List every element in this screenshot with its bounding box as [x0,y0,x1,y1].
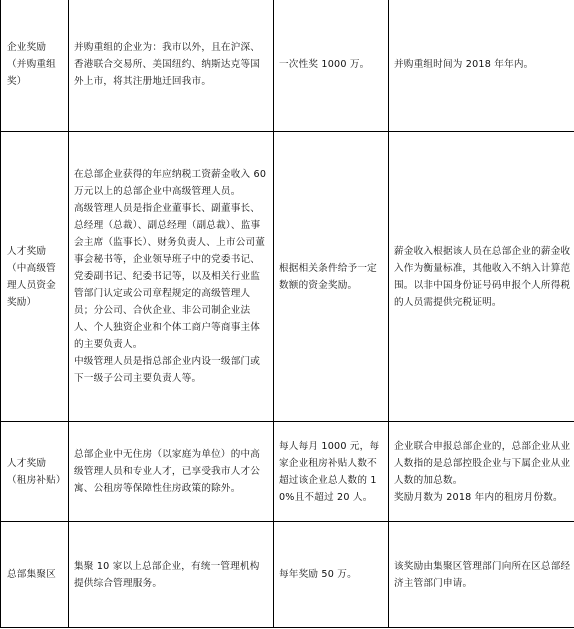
category-text: 总部集聚区 [7,569,56,580]
category-text: 企业奖励（并购重组奖） [7,41,56,87]
category-cell [1,422,69,522]
standard-text: 每年奖励 50 万。 [279,569,357,580]
table-row [1,0,574,132]
note-cell [389,522,574,628]
condition-cell [69,422,274,522]
note-cell [389,0,574,132]
note-text: 薪金收入根据该人员在总部企业的薪金收入作为衡量标准，其他收入不纳入计算范围。以非中国身份证号码申报个人所得税的人员需提供完税证明。 [394,245,571,308]
note-text: 该奖励由集聚区管理部门向所在区总部经济主管部门申请。 [394,560,571,589]
table-row [1,522,574,628]
standard-text: 每人每月 1000 元，每家企业租房补贴人数不超过该企业总人数的 10%且不超过 20 人。 [279,440,380,503]
standard-cell [274,132,389,422]
condition-cell [69,522,274,628]
note-cell [389,422,574,522]
note-text: 奖励月数为 2018 年内的租房月份数。 [394,491,563,503]
condition-text: 集聚 10 家以上总部企业，有统一管理机构提供综合管理服务。 [74,560,260,589]
category-cell [1,132,69,422]
condition-text: 中级管理人员是指总部企业内设一级部门或下一级子公司主要负责人等。 [74,356,261,384]
condition-cell [69,132,274,422]
note-text: 企业联合申报总部企业的，总部企业从业人数指的是总部控股企业与下属企业从业人数的加总数。 [394,440,571,486]
standard-cell [274,522,389,628]
category-text: 人才奖励（中高级管理人员资金奖励） [7,245,56,308]
note-cell [389,132,574,422]
note-text: 并购重组时间为 2018 年年内。 [394,58,534,70]
condition-cell [69,0,274,132]
condition-text: 总部企业中无住房（以家庭为单位）的中高级管理人员和专业人才，已享受我市人才公寓、公租房等保障性住房政策的除外。 [74,449,261,494]
condition-text: 高级管理人员是指企业董事长、副董事长、总经理（总裁）、副总经理（副总裁）、监事会主席（监事长）、财务负责人、上市公司董事会秘书等，企业领导班子中的党委书记、党委副书记、纪委书记等，以及相关行业监管部门认定或公司章程规定的高级管理人员；分公司、合伙企业、非公司制企业法人、个人独资企业和个体工商户等商事主体的主要负责人。 [74,203,266,350]
condition-text: 在总部企业获得的年应纳税工资薪金收入 60 万元以上的总部企业中高级管理人员。 [74,169,267,197]
condition-text: 并购重组的企业为：我市以外，且在沪深、香港联合交易所、美国纽约、纳斯达克等国外上市，将其注册地迁回我市。 [74,41,261,87]
standard-cell [274,0,389,132]
table-row [1,132,574,422]
standard-cell [274,422,389,522]
category-cell [1,522,69,628]
category-text: 人才奖励（租房补贴） [7,457,66,486]
table-row [1,422,574,522]
standard-text: 一次性奖 1000 万。 [279,58,370,70]
category-cell [1,0,69,132]
standard-text: 根据相关条件给予一定数额的资金奖励。 [279,262,377,291]
